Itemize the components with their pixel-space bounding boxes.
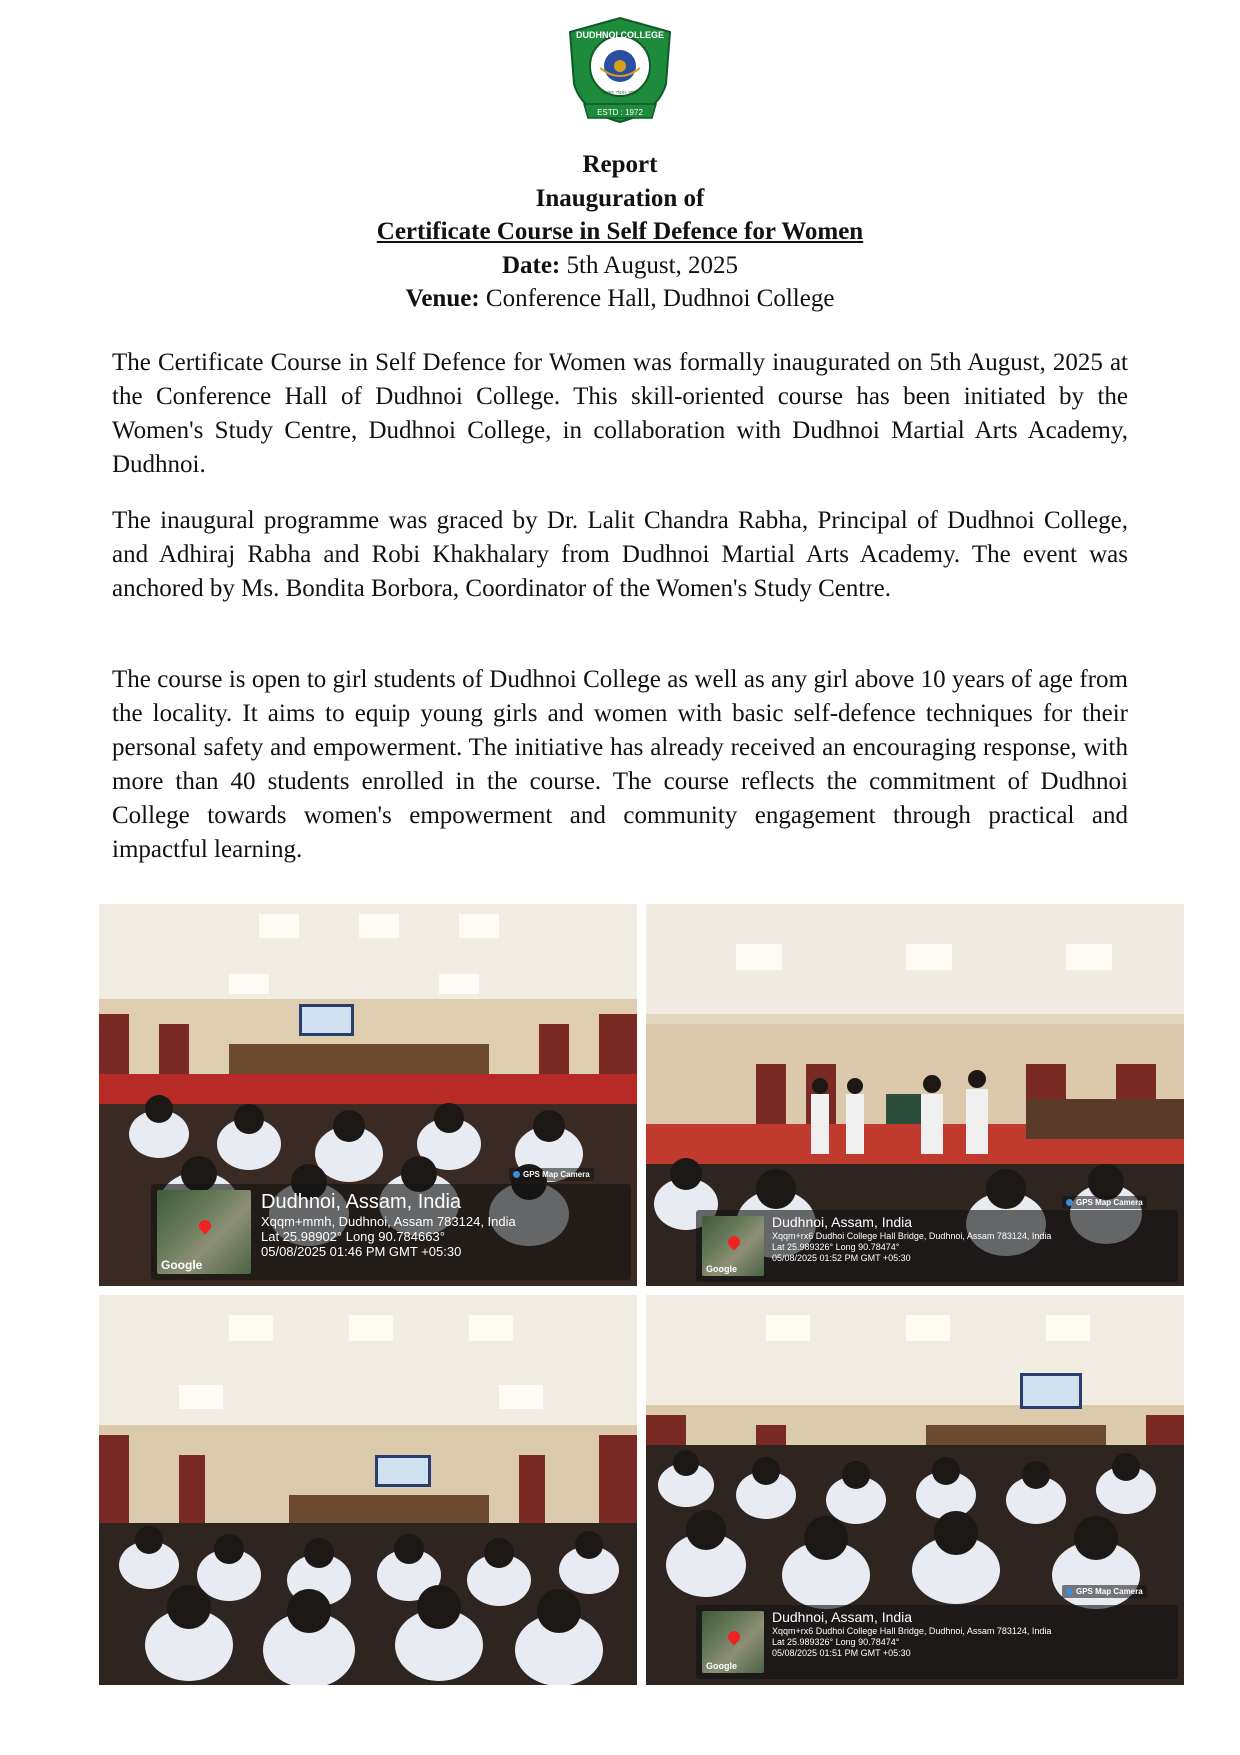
map-pin-icon [726, 1629, 743, 1646]
gps-tag-text: GPS Map Camera [523, 1170, 590, 1179]
gps-tag-text: GPS Map Camera [1076, 1198, 1143, 1207]
gps-city: Dudhnoi, Assam, India [261, 1191, 462, 1213]
inauguration-label: Inauguration of [535, 184, 705, 212]
logo-name: DUDHNOI COLLEGE [575, 30, 665, 40]
gps-camera-icon [513, 1171, 520, 1178]
gps-city: Dudhnoi, Assam, India [772, 1214, 913, 1230]
photo-2 [646, 904, 1184, 1286]
report-label: Report [582, 151, 658, 178]
paragraph-3 [112, 663, 1128, 867]
gps-overlay [696, 1210, 1178, 1282]
date-line [0, 249, 1240, 283]
date-label: Date: [501, 251, 561, 279]
gps-tag-text: GPS Map Camera [1076, 1587, 1143, 1596]
photo-4 [646, 1295, 1184, 1685]
gps-info [772, 1609, 1051, 1659]
gps-datetime: 05/08/2025 01:51 PM GMT +05:30 [772, 1648, 911, 1658]
photo-1 [99, 904, 637, 1286]
gps-overlay [696, 1605, 1178, 1679]
photo-3 [99, 1295, 637, 1685]
paragraph-text: The course is open to girl students of Dudhnoi College as well as any girl above 10 years of age from the locality. It aims to equip young girls and women with basic self-defence techniques for their personal safety and empowerment. The initiative has already received an encouraging response, with more than 40 students enrolled in the course. The course reflects the commitment of Dudhnoi College towards women's empowerment and community engagement through practical and impactful learning. [112, 666, 1128, 863]
paragraph-1 [112, 346, 1128, 482]
gps-city: Dudhnoi, Assam, India [772, 1609, 913, 1625]
gps-info [772, 1214, 1051, 1264]
college-logo [562, 14, 678, 126]
gps-datetime: 05/08/2025 01:46 PM GMT +05:30 [261, 1244, 462, 1259]
course-title: Certificate Course in Self Defence for Women [376, 218, 864, 245]
gps-camera-tag [1062, 1196, 1147, 1209]
gps-latlong: Lat 25.989326° Long 90.78474° [772, 1242, 900, 1252]
map-thumbnail [157, 1190, 251, 1274]
gps-info [261, 1190, 516, 1259]
gps-camera-icon [1066, 1588, 1073, 1595]
venue-line [0, 282, 1240, 316]
venue-label: Venue: [405, 285, 480, 312]
map-pin-icon [197, 1218, 214, 1235]
paragraph-text: The Certificate Course in Self Defence for Women was formally inaugurated on 5th August, 2025 at the Conference Hall of Dudhnoi College. This skill-oriented course has been initiated by the Women's Study Centre, Dudhnoi College, in collaboration with Dudhnoi Martial Arts Academy, Dudhnoi. [112, 349, 1128, 478]
venue-value: Conference Hall, Dudhnoi College [479, 285, 835, 312]
paragraph-text: The inaugural programme was graced by Dr. Lalit Chandra Rabha, Principal of Dudhnoi College, and Adhiraj Rabha and Robi Khakhalary from Dudhnoi Martial Arts Academy. The event was anchored by Ms. Bondita Borbora, Coordinator of the Women's Study Centre. [112, 507, 1128, 602]
report-header [0, 148, 1240, 316]
map-pin-icon [726, 1234, 743, 1251]
gps-camera-tag [509, 1168, 594, 1181]
map-thumbnail [702, 1216, 764, 1276]
gps-address: Xqqm+mmh, Dudhnoi, Assam 783124, India [261, 1214, 516, 1229]
logo-estd: ESTD : 1972 [597, 108, 643, 117]
logo-motto: জ্ঞানং পরমং বলম্ [602, 90, 638, 96]
gps-address: Xqqm+rx6 Dudhoi College Hall Bridge, Dudhnoi, Assam 783124, India [772, 1626, 1052, 1636]
gps-latlong: Lat 25.98902° Long 90.784663° [261, 1229, 445, 1244]
google-label: Google [706, 1661, 737, 1671]
gps-overlay [151, 1184, 631, 1280]
google-label: Google [161, 1258, 203, 1272]
date-value: 5th August, 2025 [560, 251, 739, 279]
google-label: Google [706, 1264, 737, 1274]
gps-camera-tag [1062, 1585, 1147, 1598]
gps-datetime: 05/08/2025 01:52 PM GMT +05:30 [772, 1253, 911, 1263]
gps-camera-icon [1066, 1199, 1073, 1206]
map-thumbnail [702, 1611, 764, 1673]
paragraph-2 [112, 504, 1128, 606]
gps-address: Xqqm+rx6 Dudhoi College Hall Bridge, Dudhnoi, Assam 783124, India [772, 1231, 1052, 1241]
gps-latlong: Lat 25.989326° Long 90.78474° [772, 1637, 900, 1647]
hall-scene [99, 1295, 637, 1685]
